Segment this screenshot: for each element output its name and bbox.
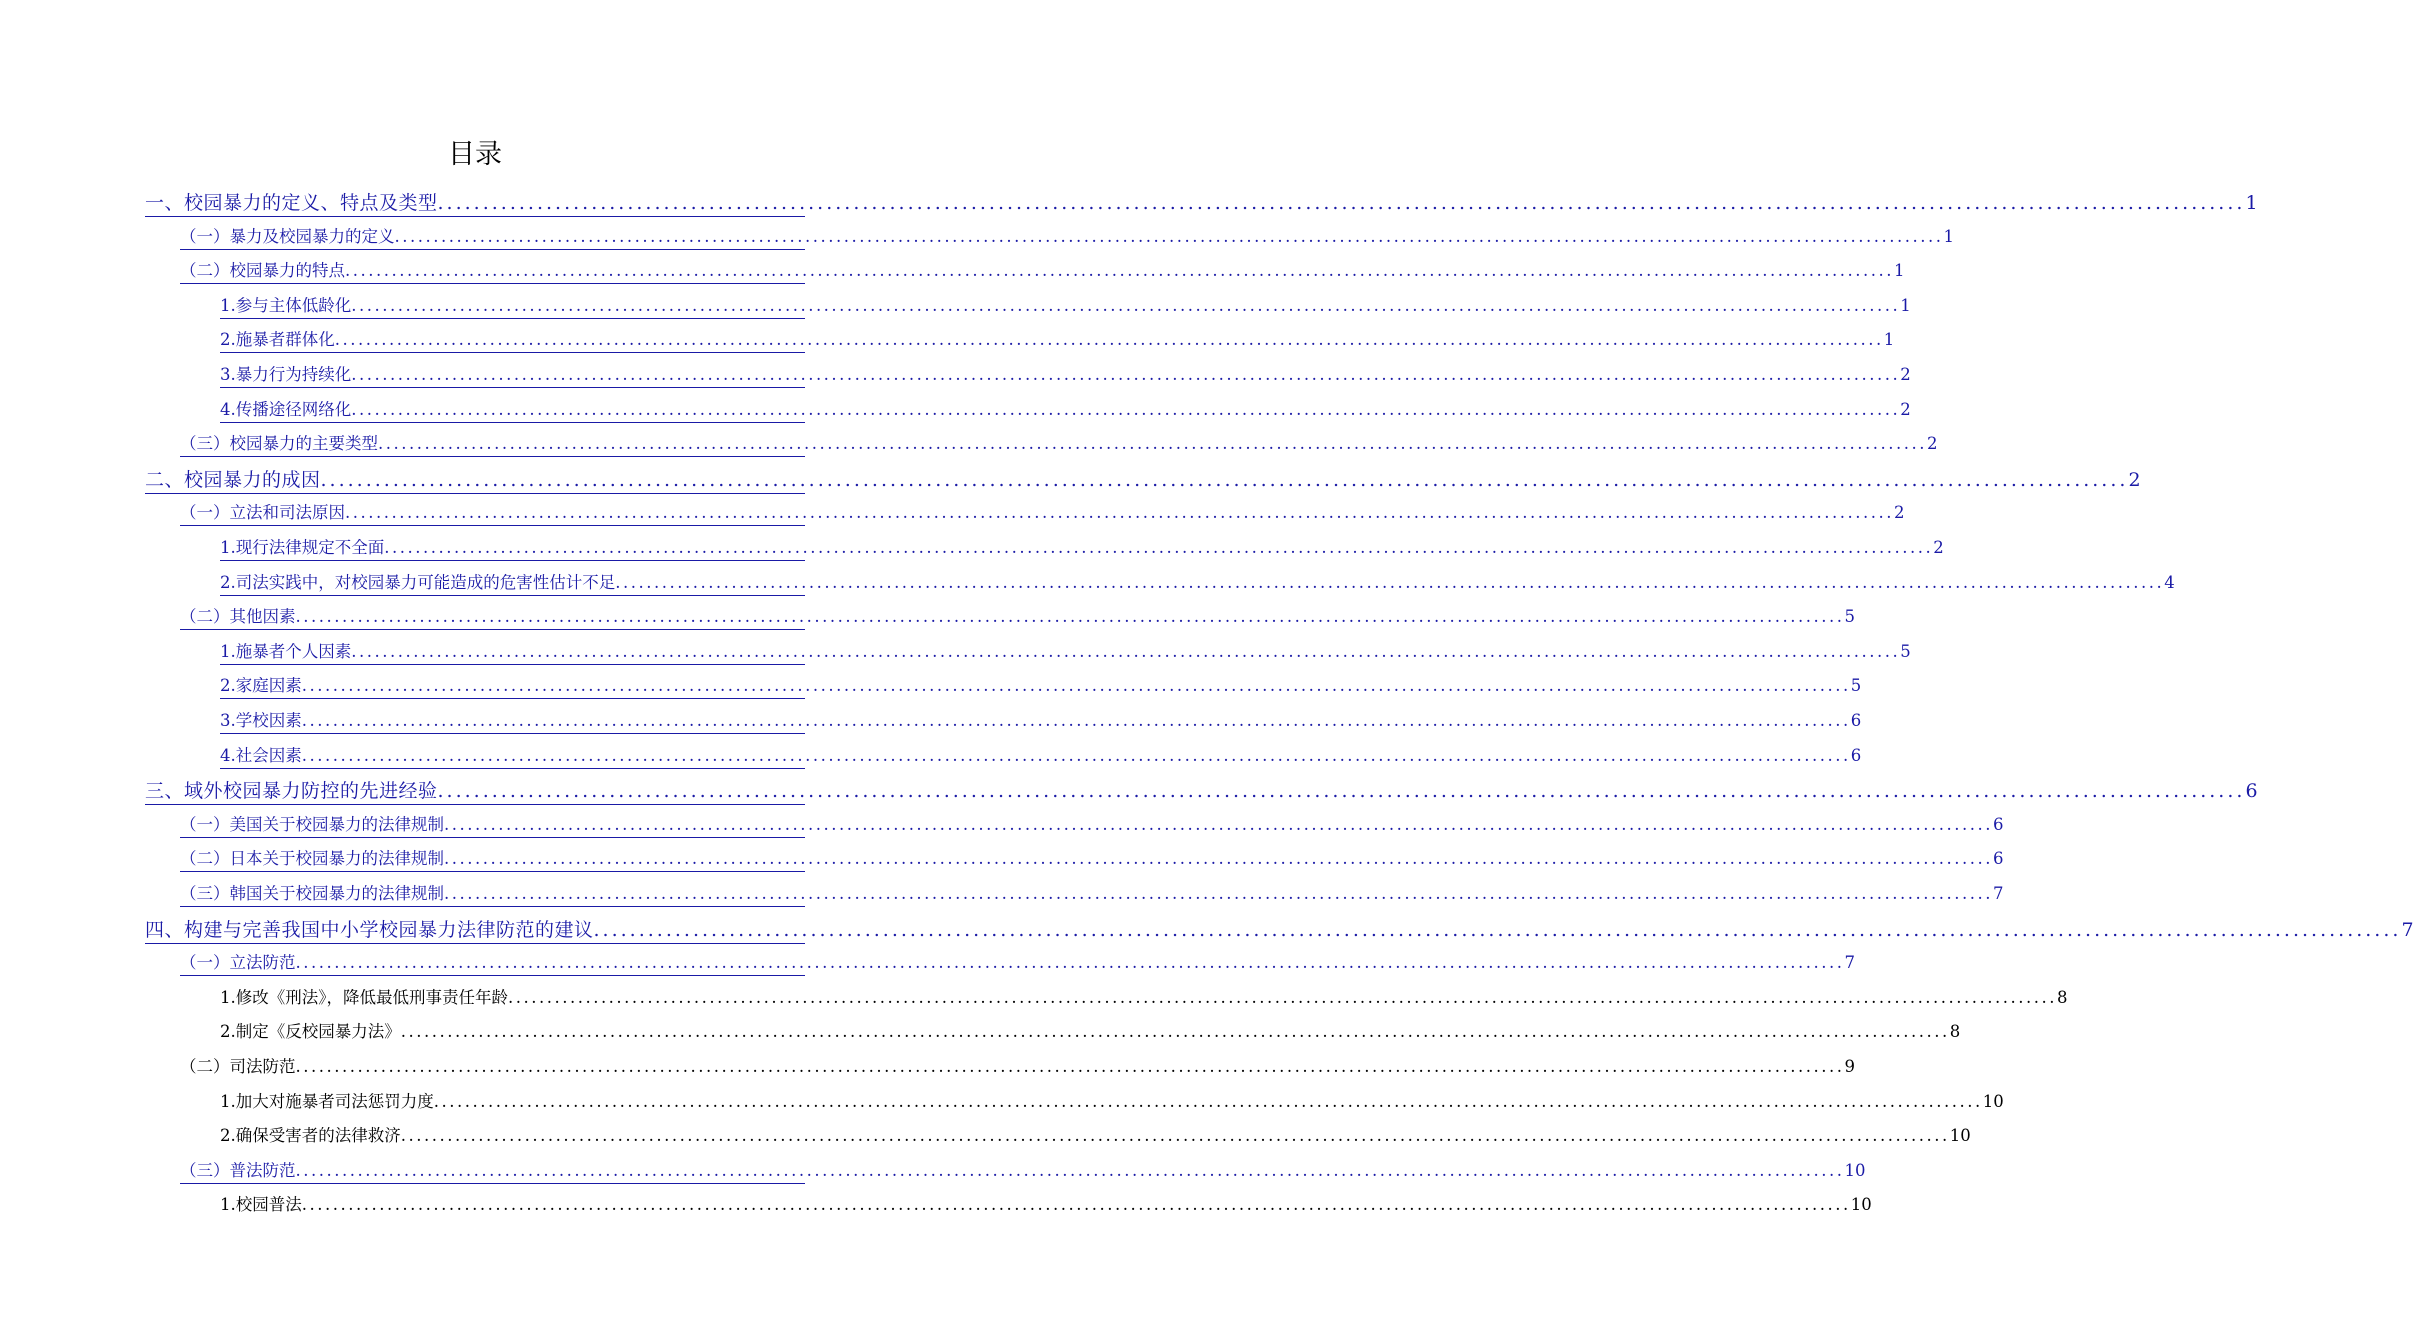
toc-entry-label: （三）校园暴力的主要类型	[180, 434, 378, 453]
toc-entry-label: （一）暴力及校园暴力的定义	[180, 227, 395, 246]
toc-dot-leader: ........................................................................................................................................................................................................	[320, 469, 2129, 491]
toc-dot-leader: ........................................................................................................................................................................................................	[334, 330, 1884, 349]
toc-entry-page-number: 6	[1850, 711, 1862, 730]
toc-entry	[220, 1020, 1961, 1044]
toc-entry-page-number: 1	[1893, 261, 1905, 280]
toc-entry-label: 1.现行法律规定不全面	[220, 538, 385, 557]
toc-entry	[220, 1193, 1872, 1217]
toc-entry-page-number: 6	[2245, 780, 2259, 802]
toc-dot-leader: ........................................................................................................................................................................................................	[295, 953, 1845, 972]
toc-dot-leader: ........................................................................................................................................................................................................	[295, 1057, 1845, 1076]
toc-entry-page-number: 8	[1949, 1022, 1961, 1041]
toc-entry-label: 3.暴力行为持续化	[220, 365, 352, 384]
toc-dot-leader: ........................................................................................................................................................................................................	[301, 746, 1851, 765]
toc-entry-label: 2.制定《反校园暴力法》	[220, 1022, 401, 1041]
toc-entry-label: 3.学校因素	[220, 711, 302, 730]
toc-dot-leader: ........................................................................................................................................................................................................	[295, 607, 1845, 626]
toc-entry-label: 三、域外校园暴力防控的先进经验	[145, 780, 438, 802]
toc-entry	[220, 1090, 2004, 1114]
toc-entry[interactable]	[220, 744, 1862, 769]
toc-entry[interactable]	[220, 536, 1944, 561]
toc-entry-page-number: 2	[2128, 469, 2142, 491]
toc-entry[interactable]	[220, 363, 1911, 388]
toc-entry-page-number: 5	[1900, 642, 1911, 661]
toc-entry-page-number: 9	[1844, 1057, 1855, 1076]
toc-entry-label: （一）立法和司法原因	[180, 503, 345, 522]
toc-entry-page-number: 10	[1982, 1092, 2004, 1111]
toc-dot-leader: ........................................................................................................................................................................................................	[301, 676, 1851, 695]
toc-entry[interactable]	[220, 674, 1862, 699]
toc-entry[interactable]	[220, 571, 2175, 596]
toc-entry-page-number: 2	[1900, 400, 1911, 419]
toc-entry[interactable]	[180, 225, 1954, 250]
toc-dot-leader: ........................................................................................................................................................................................................	[295, 1161, 1845, 1180]
toc-entry-page-number: 6	[1992, 815, 2004, 834]
toc-entry-page-number: 10	[1949, 1126, 1971, 1145]
toc-entry-page-number: 4	[2164, 573, 2175, 592]
toc-entry-page-number: 7	[1992, 884, 2004, 903]
toc-dot-leader: ........................................................................................................................................................................................................	[351, 400, 1901, 419]
toc-dot-leader: ........................................................................................................................................................................................................	[615, 573, 2165, 592]
toc-entry[interactable]	[180, 432, 1938, 457]
toc-entry[interactable]	[180, 501, 1905, 526]
toc-entry[interactable]	[180, 605, 1855, 630]
toc-entry[interactable]	[180, 1159, 1866, 1184]
toc-entry[interactable]	[220, 709, 1862, 734]
toc-dot-leader: ........................................................................................................................................................................................................	[444, 884, 1993, 903]
toc-entry-label: 2.施暴者群体化	[220, 330, 335, 349]
toc-entry[interactable]	[145, 778, 2259, 805]
toc-entry-page-number: 2	[1900, 365, 1911, 384]
toc-dot-leader: ........................................................................................................................................................................................................	[437, 780, 2246, 802]
toc-entry-page-number: 7	[1844, 953, 1855, 972]
toc-entry-page-number: 7	[2401, 919, 2414, 941]
toc-entry-label: （二）司法防范	[180, 1057, 296, 1076]
toc-dot-leader: ........................................................................................................................................................................................................	[400, 1126, 1950, 1145]
toc-entry[interactable]	[220, 328, 1895, 353]
toc-dot-leader: ........................................................................................................................................................................................................	[345, 261, 1894, 280]
toc-entry-page-number: 8	[2056, 988, 2068, 1007]
toc-entry-label: 1.加大对施暴者司法惩罚力度	[220, 1092, 434, 1111]
toc-entry-label: （二）其他因素	[180, 607, 296, 626]
toc-dot-leader: ........................................................................................................................................................................................................	[351, 642, 1901, 661]
toc-entry-page-number: 10	[1844, 1161, 1866, 1180]
toc-dot-leader: ........................................................................................................................................................................................................	[351, 365, 1901, 384]
toc-entry-label: 1.参与主体低龄化	[220, 296, 352, 315]
toc-dot-leader: ........................................................................................................................................................................................................	[400, 1022, 1950, 1041]
toc-dot-leader: ........................................................................................................................................................................................................	[433, 1092, 1983, 1111]
toc-entry-page-number: 2	[1933, 538, 1944, 557]
toc-entry[interactable]	[180, 882, 2004, 907]
toc-entry-label: 2.家庭因素	[220, 676, 302, 695]
toc-entry-page-number: 2	[1926, 434, 1938, 453]
toc-entry-page-number: 1	[1943, 227, 1954, 246]
toc-entry-label: 1.修改《刑法》，降低最低刑事责任年龄	[220, 988, 508, 1007]
toc-dot-leader: ........................................................................................................................................................................................................	[394, 227, 1944, 246]
toc-entry-label: 1.施暴者个人因素	[220, 642, 352, 661]
toc-entry	[220, 986, 2068, 1010]
toc-entry-page-number: 1	[1900, 296, 1911, 315]
toc-entry[interactable]	[180, 259, 1905, 284]
toc-entry[interactable]	[145, 917, 2414, 944]
toc-dot-leader: ........................................................................................................................................................................................................	[351, 296, 1901, 315]
toc-entry-page-number: 5	[1844, 607, 1855, 626]
toc-entry[interactable]	[220, 640, 1911, 665]
toc-dot-leader: ........................................................................................................................................................................................................	[301, 711, 1851, 730]
toc-entry-page-number: 6	[1850, 746, 1862, 765]
toc-entry[interactable]	[180, 847, 2004, 872]
toc-entry-label: （一）美国关于校园暴力的法律规制	[180, 815, 444, 834]
toc-entry-label: 4.社会因素	[220, 746, 302, 765]
toc-entry-label: （一）立法防范	[180, 953, 296, 972]
toc-dot-leader: ........................................................................................................................................................................................................	[301, 1195, 1851, 1214]
toc-entry-label: 二、校园暴力的成因	[145, 469, 321, 491]
toc-dot-leader: ........................................................................................................................................................................................................	[378, 434, 1927, 453]
toc-entry-page-number: 6	[1992, 849, 2004, 868]
toc-entry-label: 1.校园普法	[220, 1195, 302, 1214]
toc-entry[interactable]	[220, 294, 1911, 319]
toc-dot-leader: ........................................................................................................................................................................................................	[508, 988, 2057, 1007]
toc-dot-leader: ........................................................................................................................................................................................................	[593, 919, 2402, 941]
toc-title: 目录	[448, 139, 502, 170]
toc-entry	[220, 1124, 1971, 1148]
toc-dot-leader: ........................................................................................................................................................................................................	[444, 849, 1993, 868]
toc-dot-leader: ........................................................................................................................................................................................................	[345, 503, 1894, 522]
toc-entry-label: 2.司法实践中，对校园暴力可能造成的危害性估计不足	[220, 573, 616, 592]
toc-entry-label: 一、校园暴力的定义、特点及类型	[145, 192, 438, 214]
toc-entry-page-number: 10	[1850, 1195, 1872, 1214]
toc-entry[interactable]	[145, 190, 2259, 217]
toc-entry-label: （二）日本关于校园暴力的法律规制	[180, 849, 444, 868]
toc-entry-label: （二）校园暴力的特点	[180, 261, 345, 280]
toc-entry[interactable]	[180, 951, 1855, 976]
toc-dot-leader: ........................................................................................................................................................................................................	[384, 538, 1934, 557]
toc-entry[interactable]	[220, 398, 1911, 423]
toc-entry-label: 四、构建与完善我国中小学校园暴力法律防范的建议	[145, 919, 594, 941]
toc-entry-label: 4.传播途径网络化	[220, 400, 352, 419]
toc-entry-page-number: 1	[2245, 192, 2259, 214]
toc-dot-leader: ........................................................................................................................................................................................................	[444, 815, 1993, 834]
toc-entry[interactable]	[145, 467, 2142, 494]
toc-entry-label: 2.确保受害者的法律救济	[220, 1126, 401, 1145]
toc-entry-page-number: 1	[1883, 330, 1895, 349]
toc-dot-leader: ........................................................................................................................................................................................................	[437, 192, 2246, 214]
toc-entry-label: （三）普法防范	[180, 1161, 296, 1180]
toc-entry-page-number: 5	[1850, 676, 1862, 695]
toc-entry	[180, 1055, 1855, 1079]
toc-entry[interactable]	[180, 813, 2004, 838]
toc-entry-label: （三）韩国关于校园暴力的法律规制	[180, 884, 444, 903]
toc-entry-page-number: 2	[1893, 503, 1905, 522]
